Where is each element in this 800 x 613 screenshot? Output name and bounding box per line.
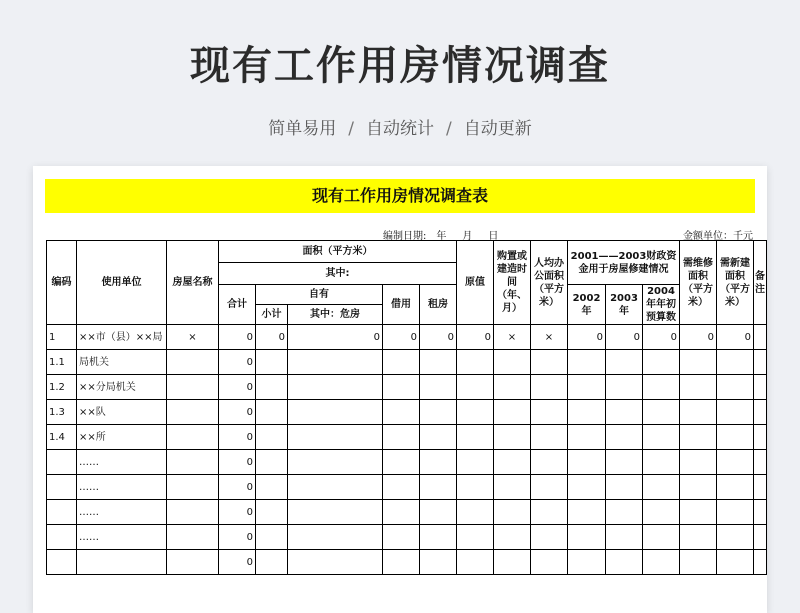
survey-table [46, 240, 767, 575]
table-row [47, 375, 767, 400]
date-year: 年 [436, 231, 447, 242]
cell-new: 0 [717, 325, 754, 350]
cell-value: 0 [457, 325, 494, 350]
tag-easy: 简单易用 [268, 119, 337, 139]
cell-code: 1.2 [47, 375, 77, 400]
cell-code: 1 [47, 325, 77, 350]
col-total: 合计 [219, 285, 256, 325]
feature-tags [0, 114, 800, 139]
col-room-name: 房屋名称 [167, 241, 219, 325]
cell-code [47, 450, 77, 475]
col-unit: 使用单位 [77, 241, 167, 325]
tag-auto-stat: 自动统计 [366, 119, 434, 139]
cell-code: 1.1 [47, 350, 77, 375]
date-month: 月 [462, 231, 473, 242]
cell-unit: …… [77, 450, 167, 475]
col-remark: 备注 [754, 241, 767, 325]
cell-unit: ××队 [77, 400, 167, 425]
cell-per: × [531, 325, 568, 350]
col-own: 自有 [256, 285, 383, 305]
table-row [47, 450, 767, 475]
cell-2002: 0 [568, 325, 606, 350]
cell-2003: 0 [606, 325, 643, 350]
table-row [47, 400, 767, 425]
col-fund-group: 2001——2003财政资金用于房屋修建情况 [568, 241, 680, 285]
cell-rent: 0 [420, 325, 457, 350]
cell-2004: 0 [643, 325, 680, 350]
cell-code [47, 500, 77, 525]
cell-unit: 局机关 [77, 350, 167, 375]
cell-total: 0 [219, 350, 256, 375]
cell-code [47, 550, 77, 575]
table-row [47, 350, 767, 375]
cell-unit: …… [77, 525, 167, 550]
col-subtotal: 小计 [256, 305, 288, 325]
cell-danger: 0 [288, 325, 383, 350]
cell-total: 0 [219, 550, 256, 575]
col-area: 面积（平方米） [219, 241, 457, 263]
table-row [47, 550, 767, 575]
col-2002: 2002年 [568, 285, 606, 325]
amount-unit: 金额单位：千元 [683, 231, 753, 242]
cell-total: 0 [219, 325, 256, 350]
cell-repair: 0 [680, 325, 717, 350]
cell-room: × [167, 325, 219, 350]
col-code: 编码 [47, 241, 77, 325]
cell-subtotal: 0 [256, 325, 288, 350]
table-row [47, 425, 767, 450]
cell-unit: ××所 [77, 425, 167, 450]
cell-unit [77, 550, 167, 575]
cell-code: 1.3 [47, 400, 77, 425]
tag-separator: / [348, 119, 354, 139]
cell-total: 0 [219, 425, 256, 450]
col-2004: 2004年年初预算数 [643, 285, 680, 325]
cell-code: 1.4 [47, 425, 77, 450]
col-dangerous: 其中：危房 [288, 305, 383, 325]
cell-total: 0 [219, 500, 256, 525]
cell-time: × [494, 325, 531, 350]
table-title: 现有工作用房情况调查表 [45, 179, 755, 213]
cell-unit: ××市（县）××局 [77, 325, 167, 350]
cell-borrow: 0 [383, 325, 420, 350]
table-row [47, 500, 767, 525]
col-rented: 租房 [420, 285, 457, 325]
cell-total: 0 [219, 525, 256, 550]
header-row [47, 241, 767, 263]
col-new-area: 需新建面积（平方米） [717, 241, 754, 325]
table-row [47, 325, 767, 350]
col-among: 其中: [219, 263, 457, 285]
cell-unit: …… [77, 475, 167, 500]
col-repair-area: 需维修面积（平方米） [680, 241, 717, 325]
tag-auto-update: 自动更新 [463, 119, 532, 139]
col-borrowed: 借用 [383, 285, 420, 325]
table-row [47, 475, 767, 500]
cell-unit: ××分局机关 [77, 375, 167, 400]
date-label: 编制日期: [383, 231, 427, 242]
table-row [47, 525, 767, 550]
col-original-value: 原值 [457, 241, 494, 325]
tag-separator: / [446, 119, 452, 139]
col-per-capita: 人均办公面积（平方米） [531, 241, 568, 325]
cell-total: 0 [219, 475, 256, 500]
cell-remark [754, 325, 767, 350]
date-day: 日 [488, 231, 499, 242]
cell-total: 0 [219, 400, 256, 425]
cell-total: 0 [219, 450, 256, 475]
cell-code [47, 475, 77, 500]
cell-unit: …… [77, 500, 167, 525]
cell-total: 0 [219, 375, 256, 400]
page-title: 现有工作用房情况调查 [190, 43, 610, 89]
col-purchase-time: 购置或建造时间（年、月） [494, 241, 531, 325]
cell-code [47, 525, 77, 550]
spreadsheet-preview [33, 166, 767, 613]
col-2003: 2003年 [606, 285, 643, 325]
